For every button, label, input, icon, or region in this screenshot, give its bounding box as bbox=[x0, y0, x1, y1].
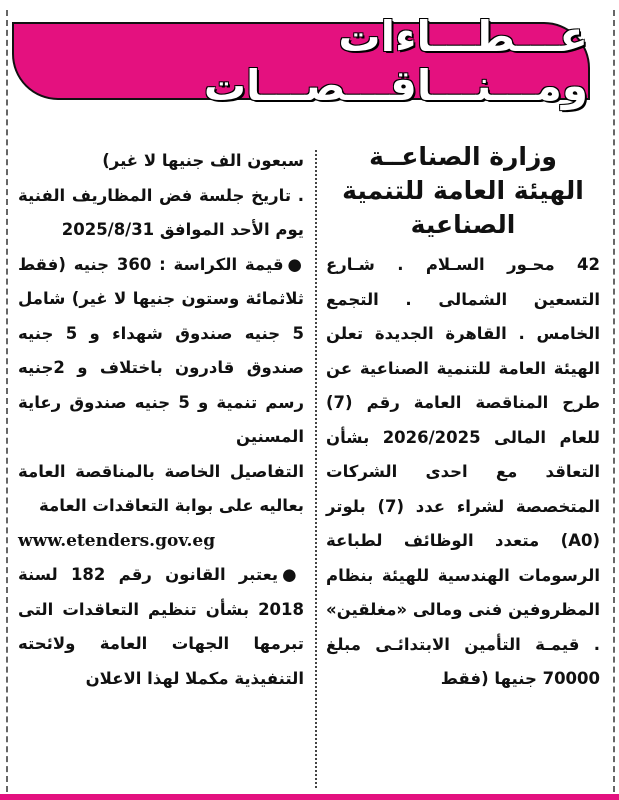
announcement-body: 42 محـور السـلام . شـارع التسعين الشمالى . التجمع الخامس . القاهرة الجديدة تعلن الهيئة العامة للتنمية الصناعية عن طرح المناقصة العامة رقم (7) للعام المالى 2026/2025 بشأن التعاقد مع احدى الشركات المتخصصة لشراء عدد (7) بلوتر (A0) متعدد الوظائف لطباعة الرسومات الهندسية للهيئة بنظام المظروفين فنى ومالى «مغلقين» bbox=[326, 255, 600, 619]
heading-authority: الهيئة العامة للتنمية bbox=[342, 176, 584, 205]
law-note bbox=[18, 558, 304, 696]
right-column bbox=[326, 140, 600, 697]
details-note: التفاصيل الخاصة بالمناقصة العامة بعاليه على بوابة التعاقدات العامة bbox=[18, 461, 304, 515]
tenders-url-link[interactable]: www.etenders.gov.eg bbox=[18, 530, 216, 551]
heading-authority-cont: الصناعية bbox=[410, 210, 516, 239]
booklet-price bbox=[18, 248, 304, 455]
booklet-price-text: قيمة الكراسة : 360 جنيه (فقط ثلاثمائة وستون جنيها لا غير) شامل 5 جنيه صندوق شهداء و 5 جنيه صندوق قادرون باختلاف و 2جنيه رسم تنمية و 5 جنيه صندوق رعاية المسنين bbox=[18, 254, 304, 446]
column-divider bbox=[315, 150, 317, 788]
banner-title: عـــطـــاءات ومـــنـــاقـــصـــات bbox=[203, 12, 588, 110]
bottom-magenta-rule bbox=[0, 794, 619, 800]
opening-session-date: . تاريخ جلسة فض المظاريف الفنية يوم الأحد الموافق 2025/8/31 bbox=[18, 185, 304, 239]
left-column bbox=[18, 144, 304, 696]
announcement-heading bbox=[326, 140, 600, 242]
section-banner bbox=[12, 12, 590, 110]
bullet-icon: ● bbox=[287, 254, 305, 274]
right-dashed-border bbox=[613, 10, 615, 792]
bullet-icon: ● bbox=[282, 565, 304, 584]
heading-ministry: وزارة الصناعــة bbox=[369, 142, 557, 171]
law-note-text: يعتبر القانون رقم 182 لسنة 2018 بشأن تنظيم التعاقدات التى تبرمها الجهات العامة ولائحته التنفيذية مكملا لهذا الاعلان bbox=[18, 565, 304, 688]
left-dashed-border bbox=[6, 10, 8, 792]
insurance-amount-words: سبعون الف جنيها لا غير) bbox=[102, 151, 304, 170]
insurance-text: . قيمـة التأمين الابتدائـى مبلغ 70000 جنيها (فقط bbox=[326, 634, 600, 688]
